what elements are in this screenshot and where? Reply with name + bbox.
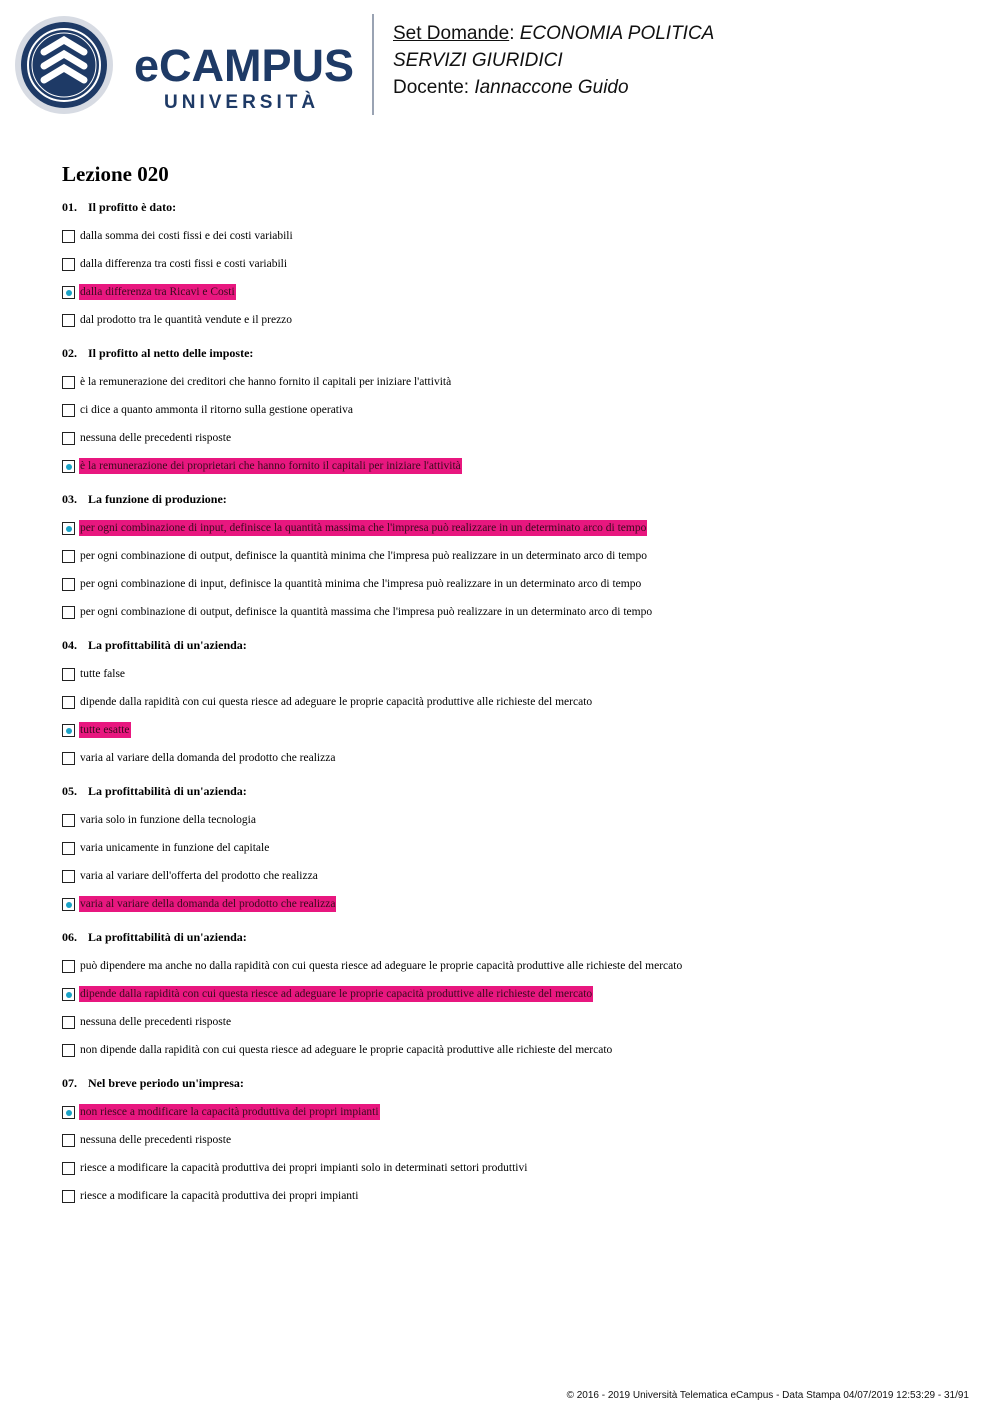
checked-checkbox-icon[interactable] xyxy=(62,724,75,737)
answer-label: dal prodotto tra le quantità vendute e il prezzo xyxy=(80,314,293,326)
answer-label: per ogni combinazione di input, definisce la quantità minima che l'impresa può realizzare in un determinato arco di tempo xyxy=(80,578,642,590)
question-text: La profittabilità di un'azienda: xyxy=(88,784,247,798)
answer-option[interactable] xyxy=(62,598,962,626)
question-text: Il profitto è dato: xyxy=(88,200,177,214)
question-number: 04. xyxy=(62,638,77,652)
checked-checkbox-icon[interactable] xyxy=(62,988,75,1001)
answer-option[interactable] xyxy=(62,744,962,772)
answer-option[interactable] xyxy=(62,368,962,396)
checked-checkbox-icon[interactable] xyxy=(62,522,75,535)
answer-option[interactable] xyxy=(62,222,962,250)
answer-label: varia unicamente in funzione del capitale xyxy=(80,842,270,854)
checkbox-icon[interactable] xyxy=(62,752,75,765)
question-number: 06. xyxy=(62,930,77,944)
checked-checkbox-icon[interactable] xyxy=(62,460,75,473)
answer-label: nessuna delle precedenti risposte xyxy=(80,1016,232,1028)
answer-option[interactable] xyxy=(62,1126,962,1154)
answer-label: riesce a modificare la capacità produttiva dei propri impianti xyxy=(80,1190,359,1202)
teacher-label: Docente: xyxy=(393,77,470,98)
checked-checkbox-icon[interactable] xyxy=(62,898,75,911)
answer-label: varia solo in funzione della tecnologia xyxy=(80,814,256,826)
question-number: 03. xyxy=(62,492,77,506)
checkbox-icon[interactable] xyxy=(62,1162,75,1175)
question-title xyxy=(62,346,962,360)
question-title xyxy=(62,1076,962,1090)
question-2 xyxy=(62,346,962,480)
set-label: Set Domande xyxy=(393,23,510,44)
answer-option[interactable] xyxy=(62,1036,962,1064)
answer-label: nessuna delle precedenti risposte xyxy=(80,1134,232,1146)
question-title xyxy=(62,638,962,652)
question-number: 07. xyxy=(62,1076,77,1090)
question-text: La profittabilità di un'azienda: xyxy=(88,638,247,652)
checkbox-icon[interactable] xyxy=(62,376,75,389)
checked-checkbox-icon[interactable] xyxy=(62,286,75,299)
answer-label: varia al variare della domanda del prodotto che realizza xyxy=(80,752,336,764)
answer-option-correct[interactable] xyxy=(62,980,962,1008)
checkbox-icon[interactable] xyxy=(62,404,75,417)
question-title xyxy=(62,930,962,944)
answer-label: può dipendere ma anche no dalla rapidità con cui questa riesce ad adeguare le proprie capacità produttive alle richieste del mercato xyxy=(80,960,683,972)
answer-option-correct[interactable] xyxy=(62,514,962,542)
answer-option-correct[interactable] xyxy=(62,716,962,744)
question-set xyxy=(62,160,962,1222)
checkbox-icon[interactable] xyxy=(62,578,75,591)
checkbox-icon[interactable] xyxy=(62,1190,75,1203)
answer-option-correct[interactable] xyxy=(62,890,962,918)
checkbox-icon[interactable] xyxy=(62,258,75,271)
question-4 xyxy=(62,638,962,772)
answer-label: tutte esatte xyxy=(80,724,130,736)
answer-label: dalla somma dei costi fissi e dei costi variabili xyxy=(80,230,293,242)
checkbox-icon[interactable] xyxy=(62,1134,75,1147)
subject-line-2: SERVIZI GIURIDICI xyxy=(393,50,563,71)
checkbox-icon[interactable] xyxy=(62,696,75,709)
answer-label: è la remunerazione dei creditori che hanno fornito il capitali per iniziare l'attività xyxy=(80,376,452,388)
page-footer: © 2016 - 2019 Università Telematica eCampus - Data Stampa 04/07/2019 12:53:29 - 31/91 xyxy=(566,1390,969,1401)
answer-option[interactable] xyxy=(62,862,962,890)
answer-label: è la remunerazione dei proprietari che hanno fornito il capitali per iniziare l'attività xyxy=(80,460,461,472)
question-7 xyxy=(62,1076,962,1210)
answer-label: dipende dalla rapidità con cui questa riesce ad adeguare le proprie capacità produttive alle richieste del mercato xyxy=(80,696,593,708)
logo-subtitle: UNIVERSITÀ xyxy=(164,92,320,113)
answer-label: per ogni combinazione di input, definisce la quantità massima che l'impresa può realizzare in un determinato arco di tempo xyxy=(80,522,647,534)
answer-label: varia al variare della domanda del prodotto che realizza xyxy=(80,898,336,910)
checkbox-icon[interactable] xyxy=(62,550,75,563)
answer-option[interactable] xyxy=(62,806,962,834)
page-header xyxy=(0,0,1000,130)
answer-option[interactable] xyxy=(62,542,962,570)
subject-line-1: ECONOMIA POLITICA xyxy=(519,23,715,44)
checkbox-icon[interactable] xyxy=(62,1016,75,1029)
question-title xyxy=(62,200,962,214)
answer-option[interactable] xyxy=(62,1154,962,1182)
answer-option[interactable] xyxy=(62,424,962,452)
answer-label: per ogni combinazione di output, definisce la quantità massima che l'impresa può realizzare in un determinato arco di tempo xyxy=(80,606,653,618)
checkbox-icon[interactable] xyxy=(62,230,75,243)
logo-wordmark: eCAMPUS xyxy=(134,40,355,91)
checkbox-icon[interactable] xyxy=(62,314,75,327)
answer-option[interactable] xyxy=(62,688,962,716)
answer-label: varia al variare dell'offerta del prodotto che realizza xyxy=(80,870,318,882)
course-info: Set Domande: ECONOMIA POLITICA SERVIZI GIURIDICI Docente: Iannaccone Guido xyxy=(393,23,715,98)
question-number: 02. xyxy=(62,346,77,360)
answer-label: nessuna delle precedenti risposte xyxy=(80,432,232,444)
checkbox-icon[interactable] xyxy=(62,842,75,855)
answer-option-correct[interactable] xyxy=(62,278,962,306)
question-title xyxy=(62,492,962,506)
answer-option[interactable] xyxy=(62,306,962,334)
answer-option[interactable] xyxy=(62,250,962,278)
question-5 xyxy=(62,784,962,918)
answer-option[interactable] xyxy=(62,660,962,688)
answer-label: ci dice a quanto ammonta il ritorno sulla gestione operativa xyxy=(80,404,354,416)
checkbox-icon[interactable] xyxy=(62,668,75,681)
answer-option-correct[interactable] xyxy=(62,452,962,480)
answer-option-correct[interactable] xyxy=(62,1098,962,1126)
answer-label: tutte false xyxy=(80,668,126,680)
question-1 xyxy=(62,200,962,334)
answer-option[interactable] xyxy=(62,1182,962,1210)
answer-option[interactable] xyxy=(62,570,962,598)
checkbox-icon[interactable] xyxy=(62,1044,75,1057)
answer-option[interactable] xyxy=(62,1008,962,1036)
question-text: La profittabilità di un'azienda: xyxy=(88,930,247,944)
question-3 xyxy=(62,492,962,626)
checkbox-icon[interactable] xyxy=(62,870,75,883)
lesson-title: Lezione 020 xyxy=(62,162,169,186)
checkbox-icon[interactable] xyxy=(62,960,75,973)
header-divider xyxy=(372,14,374,115)
answer-label: per ogni combinazione di output, definisce la quantità minima che l'impresa può realizzare in un determinato arco di tempo xyxy=(80,550,647,562)
checkbox-icon[interactable] xyxy=(62,432,75,445)
question-title xyxy=(62,784,962,798)
answer-option[interactable] xyxy=(62,834,962,862)
question-text: La funzione di produzione: xyxy=(88,492,227,506)
answer-label: non dipende dalla rapidità con cui questa riesce ad adeguare le proprie capacità produttive alle richieste del mercato xyxy=(80,1044,613,1056)
question-6 xyxy=(62,930,962,1064)
question-list xyxy=(62,200,962,1210)
ecampus-logo xyxy=(14,14,359,116)
answer-label: dalla differenza tra costi fissi e costi variabili xyxy=(80,258,288,270)
answer-option[interactable] xyxy=(62,396,962,424)
teacher-name: Iannaccone Guido xyxy=(474,77,629,98)
question-text: Nel breve periodo un'impresa: xyxy=(88,1076,244,1090)
answer-label: riesce a modificare la capacità produttiva dei propri impianti solo in determinati settori produttivi xyxy=(80,1162,528,1174)
checkbox-icon[interactable] xyxy=(62,606,75,619)
question-number: 05. xyxy=(62,784,77,798)
answer-label: dalla differenza tra Ricavi e Costi xyxy=(80,286,235,298)
checked-checkbox-icon[interactable] xyxy=(62,1106,75,1119)
question-number: 01. xyxy=(62,200,77,214)
question-text: Il profitto al netto delle imposte: xyxy=(88,346,254,360)
checkbox-icon[interactable] xyxy=(62,814,75,827)
answer-option[interactable] xyxy=(62,952,962,980)
answer-label: non riesce a modificare la capacità produttiva dei propri impianti xyxy=(80,1106,379,1118)
answer-label: dipende dalla rapidità con cui questa riesce ad adeguare le proprie capacità produttive alle richieste del mercato xyxy=(80,988,593,1000)
